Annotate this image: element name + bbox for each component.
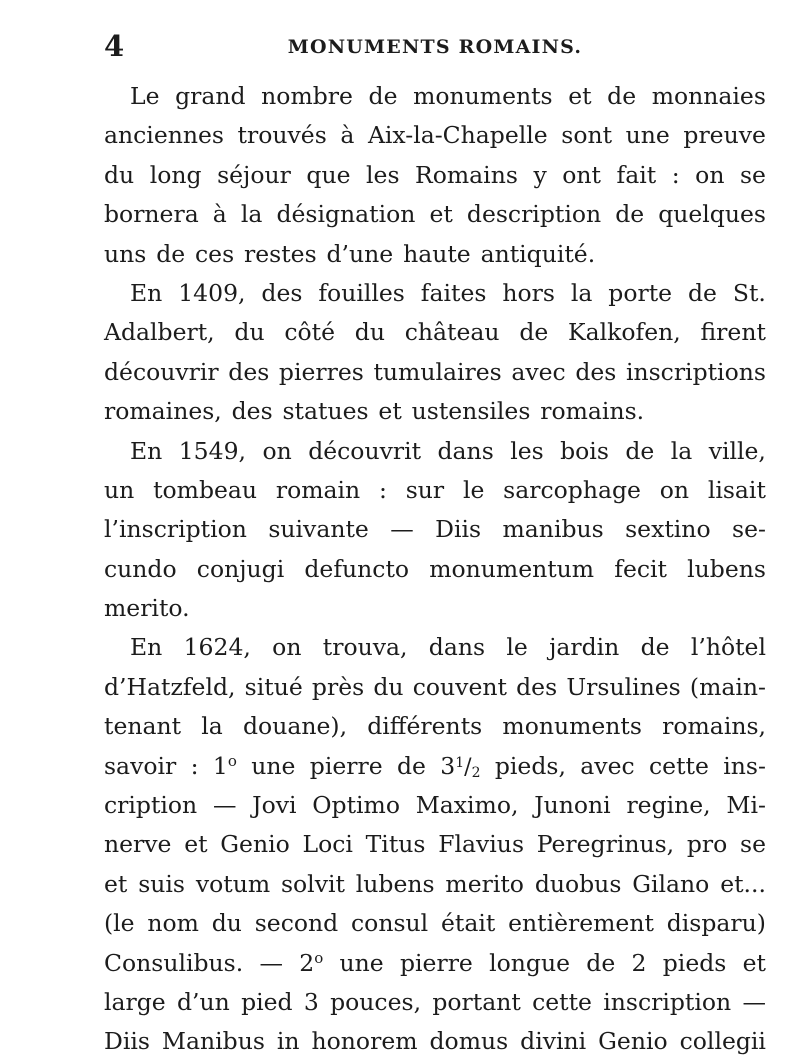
word: quelques [658, 200, 766, 229]
text-line [104, 904, 766, 943]
word: tombeau [153, 475, 258, 504]
word: pierre [400, 948, 473, 977]
text-line [104, 747, 766, 786]
word: à [340, 121, 355, 150]
word: Optimo [312, 791, 400, 820]
word: fouilles [318, 278, 405, 307]
word: Flavius [438, 830, 525, 859]
word: monnaies [651, 82, 766, 110]
word: un [104, 475, 135, 504]
word: du [354, 318, 385, 347]
word: Diis [104, 1027, 150, 1056]
word: divini [520, 1027, 587, 1056]
word: faites [420, 278, 487, 307]
word: des [575, 357, 617, 386]
word: lubens [355, 869, 435, 898]
word: avec [511, 357, 566, 386]
word: longue [489, 948, 571, 977]
word: romain [275, 475, 361, 504]
word: de [368, 82, 398, 110]
word: grand [175, 82, 246, 110]
word: on [262, 436, 292, 465]
text-line [104, 156, 766, 195]
word: une [625, 121, 670, 150]
word: 1$^o$ [212, 751, 237, 780]
text-line [104, 944, 766, 983]
word: 1549, [178, 436, 247, 465]
word: de [640, 633, 670, 662]
text-line [104, 1022, 766, 1061]
word: entièrement [508, 909, 654, 938]
text-line [104, 116, 766, 155]
word: se [740, 830, 766, 859]
word: désignation [276, 200, 416, 229]
word: de [615, 200, 645, 229]
word: disparu) [666, 909, 766, 938]
word: sextino [625, 515, 711, 544]
word: on [272, 633, 302, 662]
word: et [429, 200, 453, 229]
word: se [740, 160, 766, 189]
word: que [306, 160, 351, 189]
word: dans [437, 436, 494, 465]
word: sont [561, 121, 613, 150]
word: consul [351, 909, 429, 938]
word: inscriptions [625, 357, 766, 386]
word: solvit [280, 869, 345, 898]
word: découvrir [104, 357, 219, 386]
word: savoir [104, 751, 177, 780]
word: St. [732, 278, 766, 307]
word: : [671, 160, 680, 189]
word: conjugi [196, 554, 285, 583]
word: l’hôtel [690, 633, 766, 662]
word: tumulaires [373, 357, 502, 386]
word: fecit [614, 554, 667, 583]
word: portant [432, 987, 521, 1016]
word: description [466, 200, 602, 229]
word: firent [700, 318, 766, 347]
word: et [568, 82, 592, 110]
word: de [519, 318, 549, 347]
word: côté [284, 318, 336, 347]
text-line [104, 471, 766, 510]
word: inscription [603, 987, 732, 1016]
word: suivante [268, 515, 369, 544]
word: large [104, 987, 166, 1016]
word: 3 [303, 987, 319, 1016]
word: Junoni [534, 791, 611, 820]
text-line [104, 235, 766, 274]
word: couvent [412, 672, 507, 701]
word: et [184, 830, 208, 859]
word: pierres [278, 357, 364, 386]
word: romains. [540, 397, 645, 426]
body-text [104, 77, 766, 1062]
word: — [212, 791, 237, 820]
word: découvrit [308, 436, 422, 465]
word: du [234, 318, 265, 347]
word: merito. [104, 594, 190, 623]
word: Adalbert, [104, 318, 215, 347]
word: — [390, 515, 414, 544]
text-line [104, 865, 766, 904]
word: Kalkofen, [568, 318, 681, 347]
word: nerve [104, 830, 172, 859]
word: l’inscription [104, 515, 247, 544]
text-line [104, 313, 766, 352]
word: in [276, 1027, 300, 1056]
word: $3^1/_2$ [440, 751, 481, 781]
text-line [104, 628, 766, 667]
word: ustensiles [411, 397, 531, 426]
word: monuments [502, 712, 642, 741]
word: ins- [723, 751, 766, 780]
word: — [742, 987, 766, 1016]
word: pied [241, 987, 293, 1016]
text-line [104, 707, 766, 746]
word: de [586, 948, 616, 977]
word: jardin [549, 633, 620, 662]
word: Jovi [252, 791, 297, 820]
word: ont [562, 160, 601, 189]
word: à [212, 200, 227, 229]
word: Diis [435, 515, 482, 544]
word: du [211, 909, 242, 938]
word: restes [244, 239, 317, 268]
word: d’Hatzfeld, [104, 672, 236, 701]
word: Gilano [632, 869, 710, 898]
word: des [228, 357, 270, 386]
word: Titus [365, 830, 426, 859]
word: et [104, 869, 128, 898]
word: monumentum [429, 554, 595, 583]
word: honorem [311, 1027, 418, 1056]
word: merito [445, 869, 524, 898]
word: on [659, 475, 690, 504]
word: duobus [534, 869, 622, 898]
word: pouces, [330, 987, 422, 1016]
word: Le [130, 82, 160, 110]
word: de [156, 239, 186, 268]
word: En [130, 278, 163, 307]
word: romaines, [104, 397, 222, 426]
word: château [404, 318, 500, 347]
text-line [104, 668, 766, 707]
word: suis [138, 869, 185, 898]
word: sur [405, 475, 445, 504]
word: la [570, 278, 593, 307]
word: Genio [598, 1027, 668, 1056]
word: situé [244, 672, 303, 701]
word: haute [403, 239, 471, 268]
word: domus [429, 1027, 509, 1056]
text-line [104, 353, 766, 392]
word: douane), [243, 712, 348, 741]
word: collegii [679, 1027, 766, 1056]
word: Ursulines [566, 672, 681, 701]
word: defuncto [304, 554, 410, 583]
word: lubens [687, 554, 766, 583]
word: se- [732, 515, 766, 544]
word: la [201, 712, 223, 741]
word: Peregrinus, [536, 830, 675, 859]
word: le [506, 633, 528, 662]
word: ces [195, 239, 235, 268]
word: Maximo, [415, 791, 519, 820]
text-line [104, 786, 766, 825]
word: la [240, 200, 263, 229]
word: (le [104, 909, 135, 938]
text-line [104, 983, 766, 1022]
word: le [462, 475, 485, 504]
text-line [104, 392, 766, 431]
word: sarcophage [503, 475, 641, 504]
word: monuments [413, 82, 553, 110]
word: de [396, 751, 426, 780]
word: de [607, 82, 637, 110]
word: la [670, 436, 693, 465]
word: antiquité. [480, 239, 596, 268]
word: du [104, 160, 135, 189]
word: nombre [261, 82, 353, 110]
word: — [259, 948, 283, 977]
word: trouva, [322, 633, 408, 662]
word: des [516, 672, 558, 701]
word: pieds, [494, 751, 566, 780]
text-line [104, 274, 766, 313]
word: une [339, 948, 384, 977]
word: Mi- [726, 791, 766, 820]
word: des [261, 278, 303, 307]
word: Aix-la-Chapelle [367, 121, 548, 150]
word: lisait [707, 475, 766, 504]
word: cundo [104, 554, 177, 583]
word: hors [502, 278, 555, 307]
word: Romains [415, 160, 518, 189]
word: de [625, 436, 655, 465]
word: nom [147, 909, 199, 938]
running-title: MONUMENTS ROMAINS. [287, 36, 583, 58]
word: pieds [662, 948, 727, 977]
text-line [104, 510, 766, 549]
word: 2 [631, 948, 647, 977]
text-line [104, 77, 766, 116]
running-head [104, 26, 766, 66]
word: d’un [177, 987, 230, 1016]
word: une [251, 751, 296, 780]
word: les [366, 160, 400, 189]
word: 1409, [178, 278, 246, 307]
word: différents [367, 712, 483, 741]
text-line [104, 550, 766, 589]
word: trouvés [237, 121, 327, 150]
word: romains, [662, 712, 766, 741]
word: séjour [217, 160, 291, 189]
word: Consulibus. [104, 948, 244, 977]
word: était [440, 909, 496, 938]
word: ville, [708, 436, 766, 465]
text-line [104, 825, 766, 864]
word: porte [608, 278, 673, 307]
page-number: 4 [104, 29, 125, 63]
word: et [378, 397, 402, 426]
word: bornera [104, 200, 199, 229]
word: anciennes [104, 121, 224, 150]
word: : [378, 475, 387, 504]
word: bois [560, 436, 609, 465]
word: En [130, 633, 163, 662]
word: votum [195, 869, 271, 898]
word: : [190, 751, 199, 780]
word: uns [104, 239, 147, 268]
word: 1624, [183, 633, 251, 662]
word: y [533, 160, 547, 189]
word: cette [532, 987, 592, 1016]
word: preuve [683, 121, 766, 150]
word: En [130, 436, 163, 465]
word: second [254, 909, 339, 938]
word: regine, [626, 791, 711, 820]
word: cette [649, 751, 709, 780]
word: les [510, 436, 544, 465]
word: près [311, 672, 365, 701]
word: pierre [309, 751, 383, 780]
word: fait [616, 160, 657, 189]
word: Genio [220, 830, 290, 859]
word: dans [428, 633, 486, 662]
word: long [149, 160, 202, 189]
word: du [373, 672, 404, 701]
word: statues [282, 397, 369, 426]
text-line [104, 432, 766, 471]
word: Manibus [161, 1027, 265, 1056]
word: Loci [302, 830, 353, 859]
word: et... [720, 869, 766, 898]
word: manibus [502, 515, 604, 544]
word: de [688, 278, 717, 307]
word: on [695, 160, 725, 189]
word: 2$^o$ [299, 948, 324, 977]
word: tenant [104, 712, 182, 741]
word: cription [104, 791, 198, 820]
word: avec [580, 751, 635, 780]
text-line [104, 589, 766, 628]
word: des [231, 397, 273, 426]
word: d’une [326, 239, 394, 268]
word: (main- [689, 672, 766, 701]
text-line [104, 195, 766, 234]
word: pro [686, 830, 728, 859]
word: et [742, 948, 766, 977]
